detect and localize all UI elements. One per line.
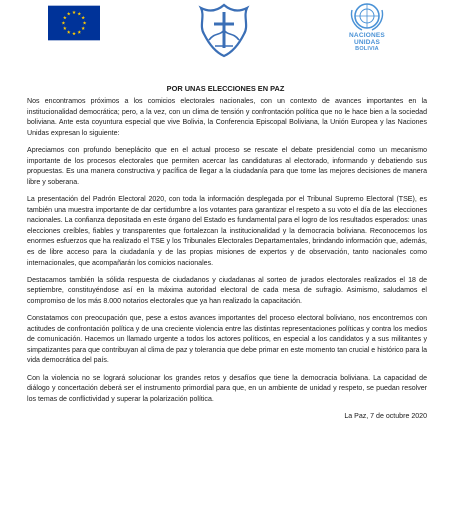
document-body (27, 97, 427, 423)
eu-flag-icon (48, 5, 100, 41)
document-date: La Paz, 7 de octubre 2020 (344, 413, 427, 420)
paragraph-3: La presentación del Padrón Electoral 2020, con toda la información desplegada por el Tribunal Supremo Electoral (TSE), es también una muestra importante de dar certidumbre a los votantes para garantizar el respeto a su voto el día de las elecciones nacionales. La confianza depositada en este órgano del Estado es fundamental para el logro de los resultados esperados: unas elecciones creíbles, fiables y transparentes que fortalezcan la institucionalidad y la democracia boliviana. Reconocemos los enormes esfuerzos que ha realizado el TSE y los Tribunales Electorales Departamentales, brindando información que, además, es de libre acceso para la ciudadanía y de las propias misiones de expertos y de observación, tanto nacionales como internacionales, que acompañarán los comicios nacionales. (27, 195, 427, 267)
un-name-line2: UNIDAS (353, 39, 381, 46)
un-name-country: BOLIVIA (355, 46, 379, 52)
episcopal-conference-emblem-icon (195, 2, 253, 59)
logo-header (0, 0, 451, 62)
un-name-line1: NACIONES (349, 32, 385, 39)
un-logo (332, 2, 402, 62)
un-emblem-icon (332, 2, 402, 32)
document-title: POR UNAS ELECCIONES EN PAZ (166, 84, 285, 93)
paragraph-4: Destacamos también la sólida respuesta de ciudadanos y ciudadanas al sorteo de jurados electorales realizados el 18 de septiembre, constituyéndose así en la máxima autoridad electoral de cada mesa de sufragio. Asimismo, saludamos el compromiso de los más 8.000 notarios electorales que ya han realizado la capacitación. (27, 276, 427, 305)
paragraph-1: Nos encontramos próximos a los comicios electorales nacionales, con un contexto de avances importantes en la institucionalidad democrática; pero, a la vez, con un clima de tensión y confrontación política que no le hace bien a la sociedad boliviana. Ante esta coyuntura especial que vive Bolivia, la Conferencia Episcopal Boliviana, la Unión Europea y las Naciones Unidas expresan lo siguiente: (27, 98, 427, 137)
paragraph-5: Constatamos con preocupación que, pese a estos avances importantes del proceso electoral boliviano, nos encontremos con actitudes de confrontación política y de una creciente violencia entre las distintas representaciones políticas y contra los medios de comunicación. Hacemos un llamado urgente a todos los actores políticos, en especial a los candidatos y a sus militantes y simpatizantes para que contribuyan al clima de paz y tolerancia que debe primar en este momento tan crucial e histórico para la vida democrática del país. (27, 315, 427, 365)
paragraph-6: Con la violencia no se logrará solucionar los grandes retos y desafíos que tiene la democracia boliviana. La capacidad de diálogo y concertación deberá ser el instrumento primordial para que, en un ambiente de unidad y respeto, se puedan resolver los temas de conflictividad y superar la polarización política. (27, 374, 427, 403)
paragraph-2: Apreciamos con profundo beneplácito que en el actual proceso se rescate el debate presidencial como un mecanismo importante de los procesos electorales que permiten acercar las candidaturas al electorado, informando y debatiendo sus propuestas. Es una manera constructiva y pacífica de llegar a la ciudadanía para que tome las mejores decisiones de manera libre y soberana. (27, 146, 427, 186)
